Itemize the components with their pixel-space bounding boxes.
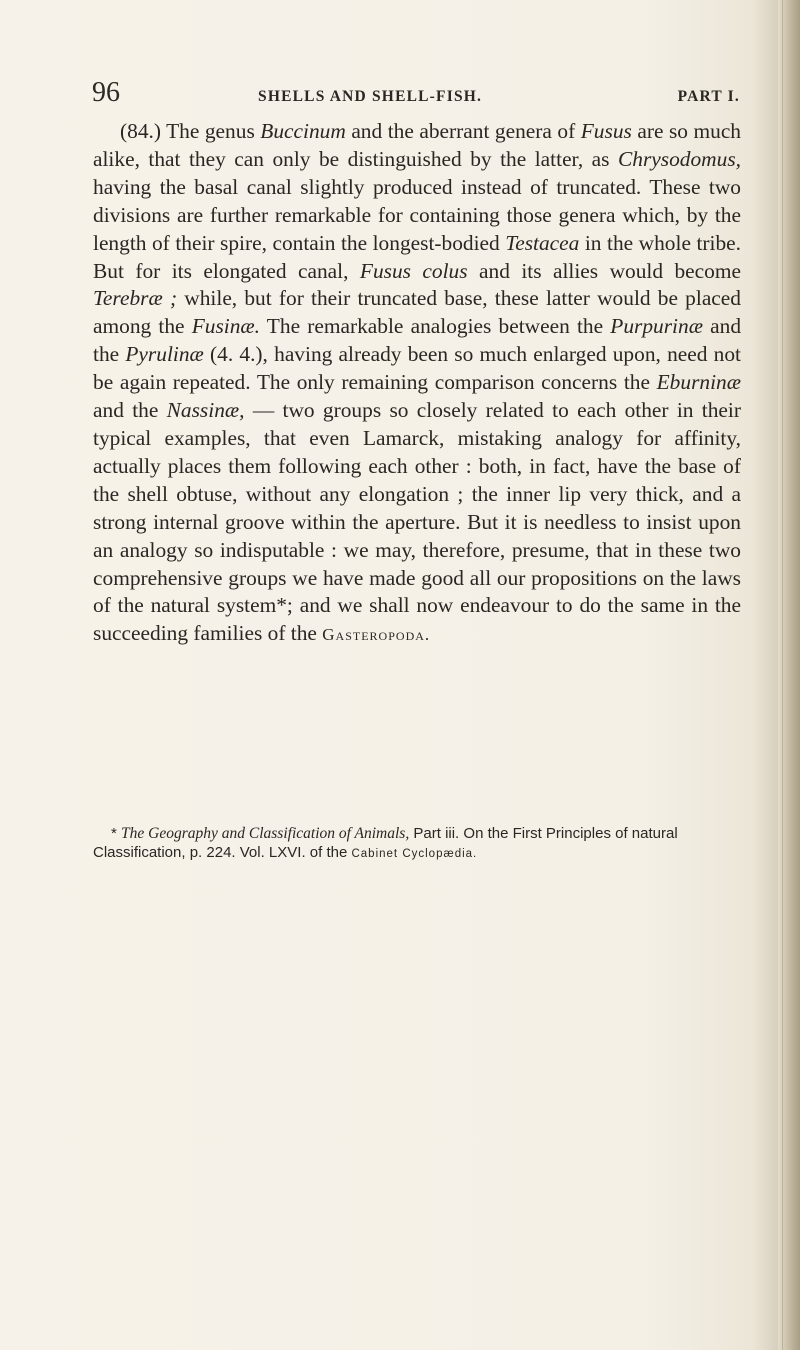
text-run: and the: [93, 398, 167, 423]
text-run: and the aberrant genera of: [345, 119, 581, 143]
italic-term: Testacea: [505, 230, 580, 255]
italic-term: Purpurinæ: [610, 314, 703, 339]
text-run: (4. 4.), having already been so much enlarged upon, need not be again repeated. The only remaining comparison concerns the: [93, 342, 741, 395]
page-header: [92, 78, 740, 110]
text-run: and its allies would become: [467, 258, 741, 283]
page-number: 96: [92, 77, 120, 108]
italic-term: Fusinæ.: [191, 314, 261, 339]
text-run: and the: [93, 314, 742, 367]
text-run: — two groups so closely related to each other in their typical examples, that even Lamarck, mistaking analogy for affinity, actually places them following each other : both, in fact, have the base of the shell obtuse, without any elongation ; the inner lip very thick, and a strong internal groove within the aperture. But it is needless to insist upon an analogy so indisputable : we may, therefore, presume, that in these two comprehensive groups we have made good all our propositions on the laws of the natural system*; and we shall now endeavour to do the same in the succeeding families of the: [93, 398, 741, 646]
body-paragraph: [93, 118, 741, 649]
footnote: [93, 825, 741, 863]
italic-term: Fusus: [580, 119, 632, 143]
small-caps-term: Gasteropoda.: [322, 625, 431, 645]
italic-term: Nassinæ,: [166, 398, 245, 423]
italic-term: Terebræ ;: [93, 286, 178, 311]
text-run: while, but for their truncated base, these latter would be placed among the: [93, 286, 741, 339]
italic-term: Buccinum: [260, 119, 346, 143]
footnote-book-title: The Geography and Classification of Animals,: [121, 825, 410, 842]
text-run: in the whole tribe. But for its elongated canal,: [93, 230, 742, 283]
text-run: having the basal canal slightly produced instead of truncated. These two divisions are further remarkable for containing those genera which, by the length of their spire, contain the longest-bodied: [93, 174, 741, 255]
text-run: are so much alike, that they can only be distinguished by the latter, as: [93, 119, 742, 171]
footnote-marker: *: [111, 825, 122, 842]
italic-term: Eburninæ: [656, 370, 741, 395]
italic-term: Fusus colus: [359, 258, 468, 283]
italic-term: Chrysodomus,: [617, 146, 741, 171]
footnote-series-title: Cabinet Cyclopædia.: [351, 847, 478, 860]
running-title: SHELLS AND SHELL-FISH.: [258, 88, 483, 105]
italic-term: Pyrulinæ: [125, 342, 204, 367]
part-label: PART I.: [677, 88, 740, 105]
footnote-text: Part iii. On the First Principles of natural Classification, p. 224. Vol. LXVI. of the: [93, 825, 678, 861]
text-run: (84.) The genus: [120, 119, 261, 143]
page-binding-edge: [778, 0, 800, 1350]
text-run: The remarkable analogies between the: [260, 314, 611, 339]
